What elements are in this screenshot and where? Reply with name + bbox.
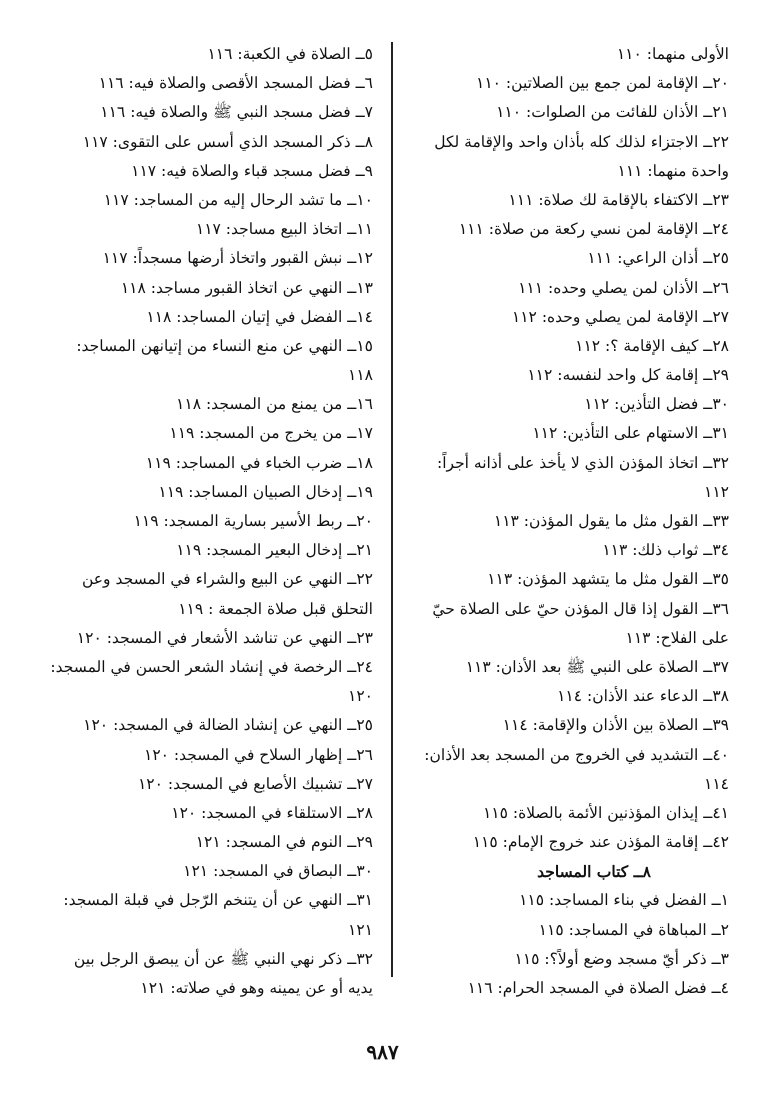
index-entry-line: ٨ــ ذكر المسجد الذي أسس على التقوى: ١١٧ xyxy=(82,132,373,151)
index-entry-line: ٢٧ــ تشبيك الأصابع في المسجد: ١٢٠ xyxy=(137,774,373,793)
index-entry-line: واحدة منهما: ١١١ xyxy=(617,161,729,180)
index-entry-line: ٢ــ المباهاة في المساجد: ١١٥ xyxy=(538,920,729,939)
index-column-left xyxy=(18,40,373,1003)
index-entry-line: ١١٨ xyxy=(348,366,373,385)
index-entry-line: ١٦ــ من يمنع من المسجد: ١١٨ xyxy=(176,395,373,414)
index-entry-line: ١١٢ xyxy=(704,482,729,501)
index-entry-line: ٣٠ــ فضل التأذين: ١١٢ xyxy=(584,395,729,414)
index-entry-line: ١٠ــ ما تشد الرحال إليه من المساجد: ١١٧ xyxy=(103,190,373,209)
index-entry-line: ٢٤ــ الرخصة في إنشاد الشعر الحسن في المسجد: xyxy=(50,657,373,676)
index-entry-line: ٣٠ــ البصاق في المسجد: ١٢١ xyxy=(183,862,373,881)
column-divider xyxy=(391,42,393,977)
index-entry-line: ٢٠ــ الإقامة لمن جمع بين الصلاتين: ١١٠ xyxy=(476,74,729,93)
index-entry-line: ٢٥ــ أذان الراعي: ١١١ xyxy=(587,249,729,268)
index-entry-line: ٦ــ فضل المسجد الأقصى والصلاة فيه: ١١٦ xyxy=(98,74,373,93)
index-entry-line: ١٢٠ xyxy=(348,687,373,706)
index-entry-line: ٩ــ فضل مسجد قباء والصلاة فيه: ١١٧ xyxy=(131,161,373,180)
index-entry-line: ١٢ــ نبش القبور واتخاذ أرضها مسجداً: ١١٧ xyxy=(102,249,373,268)
index-entry-line: ٢٨ــ كيف الإقامة ؟: ١١٢ xyxy=(575,336,729,355)
index-entry-line: على الفلاح: ١١٣ xyxy=(625,628,729,647)
index-entry-line: ٢٩ــ إقامة كل واحد لنفسه: ١١٢ xyxy=(527,366,729,385)
index-entry-line: ١٨ــ ضرب الخباء في المساجد: ١١٩ xyxy=(145,453,373,472)
index-entry-line: الأولى منهما: ١١٠ xyxy=(616,45,729,63)
index-column-right xyxy=(379,40,729,1003)
index-entry-line: ٤ــ فضل الصلاة في المسجد الحرام: ١١٦ xyxy=(467,979,729,997)
index-entry-line: ٣١ــ الاستهام على التأذين: ١١٢ xyxy=(532,424,729,443)
index-entry-line: يديه أو عن يمينه وهو في صلاته: ١٢١ xyxy=(140,979,373,997)
index-entry-line: ١٥ــ النهي عن منع النساء من إتيانهن المساجد: xyxy=(76,336,373,355)
index-entry-line: ٣ــ ذكر أيّ مسجد وضع أولاً؟: ١١٥ xyxy=(514,949,729,968)
index-entry-line: ٢٢ــ الاجتزاء لذلك كله بأذان واحد والإقامة لكل xyxy=(434,132,729,151)
index-entry-line: ١٧ــ من يخرج من المسجد: ١١٩ xyxy=(169,424,373,443)
index-entry-line: ١١ــ اتخاذ البيع مساجد: ١١٧ xyxy=(195,220,373,239)
index-entry-line: ٢٢ــ النهي عن البيع والشراء في المسجد وعن xyxy=(82,570,373,589)
index-entry-line: ٧ــ فضل مسجد النبي ﷺ والصلاة فيه: ١١٦ xyxy=(100,103,373,122)
index-entry-line: ١١٤ xyxy=(704,774,729,793)
index-entry-line: ٣٤ــ ثواب ذلك: ١١٣ xyxy=(602,541,729,560)
index-entry-line: ٢٧ــ الإقامة لمن يصلي وحده: ١١٢ xyxy=(511,307,729,326)
index-entry-line: ٣٢ــ ذكر نهي النبي ﷺ عن أن يبصق الرجل بين xyxy=(73,949,373,968)
index-entry-line: ١٤ــ الفضل في إتيان المساجد: ١١٨ xyxy=(146,307,373,326)
index-entry-line: ٢٠ــ ربط الأسير بسارية المسجد: ١١٩ xyxy=(133,512,373,530)
index-entry-line: ٤٢ــ إقامة المؤذن عند خروج الإمام: ١١٥ xyxy=(472,833,729,852)
index-entry-line: ٣٩ــ الصلاة بين الأذان والإقامة: ١١٤ xyxy=(502,716,729,735)
index-entry-line: ٤٠ــ التشديد في الخروج من المسجد بعد الأذان: xyxy=(424,745,729,764)
index-entry-line: ٢٤ــ الإقامة لمن نسي ركعة من صلاة: ١١١ xyxy=(458,220,729,239)
index-entry-line: ٤١ــ إيذان المؤذنين الأئمة بالصلاة: ١١٥ xyxy=(482,803,729,822)
index-entry-line: ٣٣ــ القول مثل ما يقول المؤذن: ١١٣ xyxy=(493,512,729,530)
index-entry-line: ٢٨ــ الاستلقاء في المسجد: ١٢٠ xyxy=(171,803,373,822)
index-entry-line: ١٢١ xyxy=(348,920,373,939)
section-heading: ٨ــ كتاب المساجد xyxy=(537,862,651,882)
page-number: ٩٨٧ xyxy=(366,1040,399,1064)
index-entry-line: ٣٨ــ الدعاء عند الأذان: ١١٤ xyxy=(557,687,729,706)
index-entry-line: ١٩ــ إدخال الصبيان المساجد: ١١٩ xyxy=(158,482,373,501)
index-entry-line: ٢٥ــ النهي عن إنشاد الضالة في المسجد: ١٢٠ xyxy=(83,716,373,735)
index-entry-line: ٢٩ــ النوم في المسجد: ١٢١ xyxy=(195,833,373,852)
index-entry-line: ٣٥ــ القول مثل ما يتشهد المؤذن: ١١٣ xyxy=(487,570,729,589)
index-entry-line: ١ــ الفضل في بناء المساجد: ١١٥ xyxy=(519,891,729,910)
index-entry-line: ٢٣ــ النهي عن تناشد الأشعار في المسجد: ١٢٠ xyxy=(76,628,373,647)
index-entry-line: ٢٣ــ الاكتفاء بالإقامة لك صلاة: ١١١ xyxy=(508,190,729,209)
index-entry-line: ١٣ــ النهي عن اتخاذ القبور مساجد: ١١٨ xyxy=(120,278,373,297)
index-entry-line: ٢١ــ الأذان للفائت من الصلوات: ١١٠ xyxy=(496,103,729,122)
index-entry-line: ٢١ــ إدخال البعير المسجد: ١١٩ xyxy=(176,541,373,560)
index-entry-line: التحلق قبل صلاة الجمعة : ١١٩ xyxy=(178,599,373,618)
index-entry-line: ٣٧ــ الصلاة على النبي ﷺ بعد الأذان: ١١٣ xyxy=(465,657,729,676)
index-entry-line: ٣٦ــ القول إذا قال المؤذن حيّ على الصلاة حيّ xyxy=(432,599,729,618)
index-entry-line: ٣١ــ النهي عن أن يتنخم الرّجل في قبلة المسجد: xyxy=(63,891,373,910)
index-entry-line: ٣٢ــ اتخاذ المؤذن الذي لا يأخذ على أذانه أجراً: xyxy=(437,453,729,472)
index-entry-line: ٢٦ــ الأذان لمن يصلي وحده: ١١١ xyxy=(518,278,729,297)
index-entry-line: ٢٦ــ إظهار السلاح في المسجد: ١٢٠ xyxy=(144,745,373,764)
index-entry-line: ٥ــ الصلاة في الكعبة: ١١٦ xyxy=(207,45,373,63)
